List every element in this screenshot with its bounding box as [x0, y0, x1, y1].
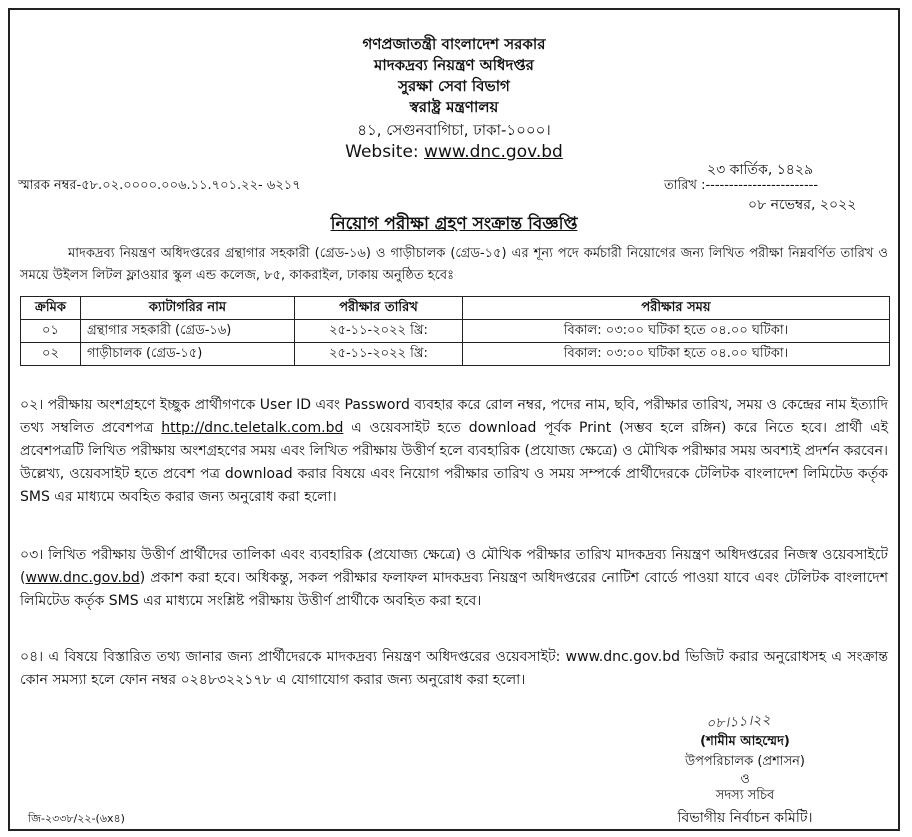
row-exam-date: ২৫-১১-২০২২ খ্রি:	[295, 320, 463, 343]
handwritten-signature: ০৮।১১।২২	[705, 711, 772, 733]
notice-title: নিয়োগ পরীক্ষা গ্রহণ সংক্রান্ত বিজ্ঞপ্তি	[330, 214, 578, 234]
signatory-and: ও	[740, 772, 750, 787]
department-name: মাদকদ্রব্য নিয়ন্ত্রণ অধিদপ্তর	[374, 56, 534, 74]
paragraph-text: ০২। পরীক্ষায় অংশগ্রহণে ইচ্ছুক প্রার্থীগণকে User ID এবং Password ব্যবহার করে রোল নম্বর, পদের নাম, ছবি, পরীক্ষার তারিখ, সময় ও কেন্দ্রের নাম ইত্যাদি তথ্য সম্বলিত প্রবেশপত্র	[20, 397, 888, 436]
table-row	[21, 343, 890, 366]
row-exam-time: বিকাল: ০৩:০০ ঘটিকা হতে ০৪.০০ ঘটিকা।	[463, 320, 890, 343]
paragraph-text: ০৩। লিখিত পরীক্ষায় উত্তীর্ণ প্রার্থীদের তালিকা এবং ব্যবহারিক (প্রযোজ্য ক্ষেত্রে) ও মৌখিক পরীক্ষার তারিখ মাদকদ্রব্য নিয়ন্ত্রণ অধিদপ্তরের নিজস্ব ওয়েবসাইটে (	[20, 547, 888, 586]
paragraph-text: এ ওয়েবসাইট হতে download পূর্বক Print (সম্ভব হলে রঙ্গিন) করে নিতে হবে। প্রার্থী এই প্রবেশপত্রটি লিখিত পরীক্ষায় অংশগ্রহণের সময় এবং লিখিত পরীক্ষায় উত্তীর্ণ হলে ব্যবহারিক (প্রযোজ্য ক্ষেত্রে) ও মৌখিক পরীক্ষার সময় অবশ্যই প্রদর্শন করবেন। উল্লেখ্য, ওয়েবসাইট হতে প্রবেশ পত্র download করার বিষয়ে এবং নিয়োগ পরীক্ষার তারিখ ও সময় সম্পর্কে প্রার্থীদেরকে টেলিটক বাংলাদেশ লিমিটেড কর্তৃক SMS এর মাধ্যমে অবহিত করার জন্য অনুরোধ করা হলো।	[20, 420, 889, 505]
govt-name: গণপ্রজাতন্ত্রী বাংলাদেশ সরকার	[362, 35, 546, 53]
row-serial: ০১	[21, 320, 81, 343]
intro-paragraph: মাদকদ্রব্য নিয়ন্ত্রণ অধিদপ্তরের গ্রন্থাগার সহকারী (গ্রেড-১৬) ও গাড়ীচালক (গ্রেড-১৫) এর শূন্য পদে কর্মচারী নিয়োগের জন্য লিখিত পরীক্ষা নিম্নবর্ণিত তারিখ ও সময়ে উইলস লিটল ফ্লাওয়ার স্কুল এন্ড কলেজ, ৮৫, কাকরাইল, ঢাকায় অনুষ্ঠিত হবেঃ	[20, 246, 888, 283]
row-serial: ০২	[21, 343, 81, 366]
header-exam-time: পরীক্ষার সময়	[463, 297, 890, 320]
row-category: গাড়ীচালক (গ্রেড-১৫)	[81, 343, 295, 366]
website-label: Website:	[345, 142, 425, 162]
table-header-row	[21, 297, 890, 320]
teletalk-link[interactable]: http://dnc.teletalk.com.bd	[161, 420, 344, 436]
website-link[interactable]: www.dnc.gov.bd	[424, 142, 563, 162]
notice-page	[8, 8, 900, 831]
paragraph-admit-card	[20, 394, 888, 509]
memo-number: স্মারক নম্বর-৫৮.০২.০০০০.০০৬.১১.৭০১.২২- ৬২১৭	[18, 178, 301, 193]
exam-schedule-table	[20, 296, 890, 366]
dnc-website-link[interactable]: www.dnc.gov.bd	[25, 570, 140, 586]
row-category: গ্রন্থাগার সহকারী (গ্রেড-১৬)	[81, 320, 295, 343]
header-serial: ক্রমিক	[21, 297, 81, 320]
paragraph-text: ) প্রকাশ করা হবে। অধিকন্তু, সকল পরীক্ষার ফলাফল মাদকদ্রব্য নিয়ন্ত্রণ অধিদপ্তরের নোটিশ বোর্ডে পাওয়া যাবে এবং টেলিটক বাংলাদেশ লিমিটেড কর্তৃক SMS এর মাধ্যমে সংশ্লিষ্ট পরীক্ষায় উত্তীর্ণ প্রার্থীকে অবহিত করা হবে।	[20, 570, 888, 609]
table-row	[21, 320, 890, 343]
footer-code: জি-২৩৩৮/২২-(৬x৪)	[28, 812, 125, 825]
paragraph-contact: ০৪। এ বিষয়ে বিস্তারিত তথ্য জানার জন্য প্রার্থীদেরকে মাদকদ্রব্য নিয়ন্ত্রণ অধিদপ্তরের ওয়েবসাইট: www.dnc.gov.bd ভিজিট করার অনুরোধসহ এ সংক্রান্ত কোন সমস্যা হলে ফোন নম্বর ০২৪৮৩২২১৭৮ এ যোগাযোগ করার জন্য অনুরোধ করা হলো।	[20, 649, 888, 688]
signatory-designation: উপপরিচালক (প্রশাসন)	[684, 754, 805, 769]
signatory-committee: বিভাগীয় নির্বাচন কমিটি।	[677, 810, 813, 826]
office-address: ৪১, সেগুনবাগিচা, ঢাকা-১০০০।	[357, 121, 551, 139]
signatory-role: সদস্য সচিব	[715, 788, 775, 803]
row-exam-date: ২৫-১১-২০২২ খ্রি:	[295, 343, 463, 366]
division-name: সুরক্ষা সেবা বিভাগ	[398, 77, 510, 95]
paragraph-results	[20, 544, 888, 613]
header-exam-date: পরীক্ষার তারিখ	[295, 297, 463, 320]
row-exam-time: বিকাল: ০৩:০০ ঘটিকা হতে ০৪.০০ ঘটিকা।	[463, 343, 890, 366]
date-english: ০৮ নভেম্বর, ২০২২	[748, 197, 857, 213]
date-label: তারিখ :------------------------	[664, 178, 819, 193]
header-category: ক্যাটাগরির নাম	[81, 297, 295, 320]
ministry-name: স্বরাষ্ট্র মন্ত্রণালয়	[409, 98, 499, 116]
signatory-name: (শামীম আহম্মেদ)	[700, 734, 790, 749]
date-bangla: ২৩ কার্তিক, ১৪২৯	[707, 162, 814, 178]
